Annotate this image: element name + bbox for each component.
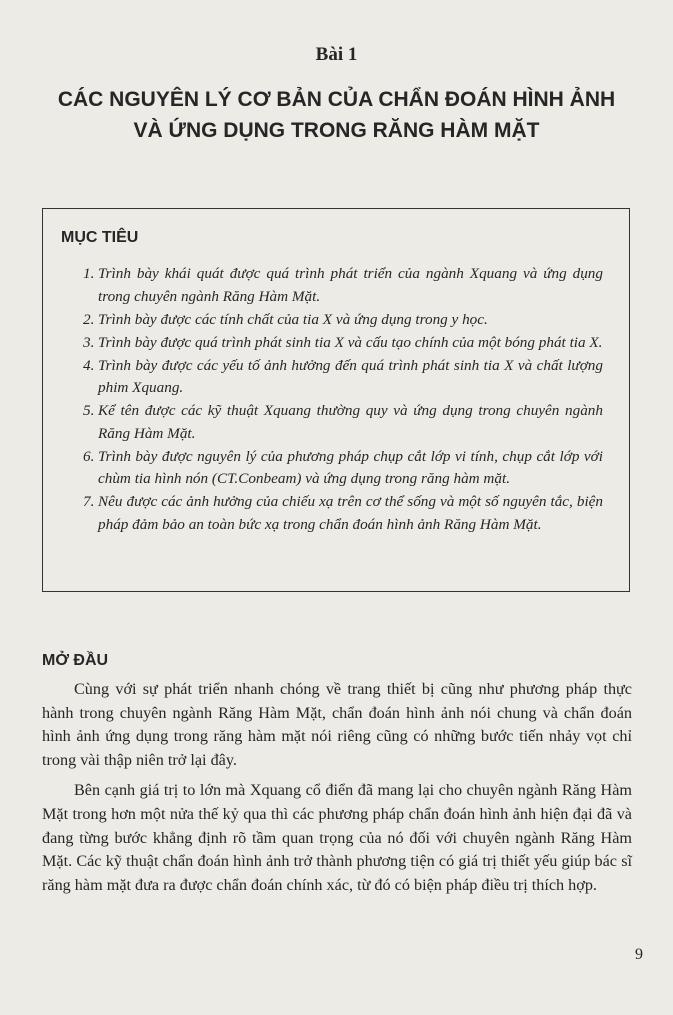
objective-item [83, 446, 603, 491]
objective-number: 7. [83, 493, 95, 510]
chapter-title-line-2: VÀ ỨNG DỤNG TRONG RĂNG HÀM MẶT [133, 119, 540, 142]
objective-item [83, 263, 603, 308]
objective-text: Kể tên được các kỹ thuật Xquang thường quy và ứng dụng trong chuyên ngành Răng Hàm Mặt. [98, 402, 603, 442]
objectives-box [42, 208, 630, 592]
objective-text: Trình bày khái quát được quá trình phát triển của ngành Xquang và ứng dụng trong chuyên ngành Răng Hàm Mặt. [98, 265, 603, 305]
paragraph: Bên cạnh giá trị to lớn mà Xquang cổ điển đã mang lại cho chuyên ngành Răng Hàm Mặt trong hơn một nửa thế kỷ qua thì các phương pháp chẩn đoán hình ảnh hiện đại đã và đang từng bước khẳng định rõ tầm quan trọng của nó đối với chuyên ngành Răng Hàm Mặt. Các kỹ thuật chẩn đoán hình ảnh trở thành phương tiện có giá trị thiết yếu giúp bác sĩ răng hàm mặt đưa ra được chẩn đoán chính xác, từ đó có biện pháp điều trị thích hợp. [42, 781, 632, 894]
page-number: 9 [635, 946, 643, 963]
chapter-title [20, 84, 653, 146]
objective-number: 4. [83, 356, 95, 374]
objective-number: 1. [83, 265, 95, 282]
introduction-heading: MỞ ĐẦU [42, 652, 109, 669]
objective-item [83, 400, 603, 445]
paragraph: Cùng với sự phát triển nhanh chóng về trang thiết bị cũng như phương pháp thực hành trong chuyên ngành Răng Hàm Mặt, chẩn đoán hình ảnh nói chung và chẩn đoán hình ảnh ứng dụng trong răng hàm mặt nói riêng cũng có những bước tiến nhảy vọt chỉ trong vài thập niên trở lại đây. [42, 680, 632, 769]
objective-number: 3. [83, 333, 95, 351]
objective-item [83, 491, 603, 536]
objectives-heading: MỤC TIÊU [61, 229, 139, 246]
objective-number: 2. [83, 310, 95, 328]
objective-item [83, 332, 603, 355]
chapter-title-line-1: CÁC NGUYÊN LÝ CƠ BẢN CỦA CHẨN ĐOÁN HÌNH ẢNH [57, 88, 616, 111]
objective-text: Trình bày được các yếu tố ảnh hưởng đến quá trình phát sinh tia X và chất lượng phim Xquang. [98, 356, 603, 396]
objective-text: Nêu được các ảnh hưởng của chiếu xạ trên cơ thể sống và một số nguyên tắc, biện pháp đảm bảo an toàn bức xạ trong chẩn đoán hình ảnh Răng Hàm Mặt. [98, 493, 603, 533]
objectives-list [83, 263, 603, 537]
objective-text: Trình bày được các tính chất của tia X và ứng dụng trong y học. [98, 310, 488, 328]
objective-item [83, 355, 603, 400]
objective-text: Trình bày được nguyên lý của phương pháp chụp cắt lớp vi tính, chụp cắt lớp với chùm tia hình nón (CT.Conbeam) và ứng dụng trong răng hàm mặt. [98, 447, 603, 487]
objective-number: 5. [83, 402, 95, 419]
lesson-label: Bài 1 [315, 44, 358, 65]
introduction-body [42, 678, 632, 904]
objective-number: 6. [83, 447, 95, 465]
objective-text: Trình bày được quá trình phát sinh tia X và cấu tạo chính của một bóng phát tia X. [98, 333, 603, 351]
objective-item [83, 309, 603, 332]
